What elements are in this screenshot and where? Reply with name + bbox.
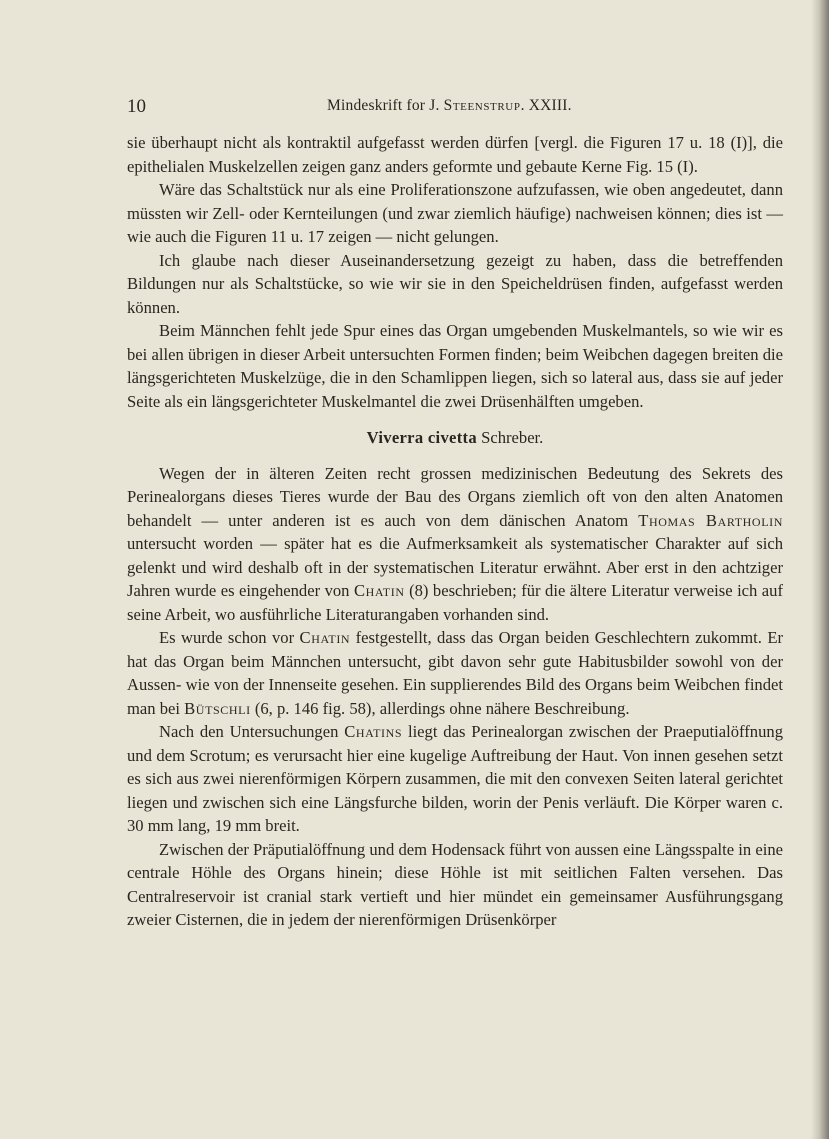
running-head-name: Steenstrup <box>443 97 521 114</box>
author-name: Chatin <box>299 628 351 647</box>
paragraph-text: festgestellt, dass das Organ beiden Geschlechtern zukommt. Er hat das Organ beim Männchen untersucht, gibt davon sehr gute Habitusbilder sowohl von der Aussen- wie von der Innenseite gesehen. Ein supplierendes Bild des Organs beim Weibchen findet man bei <box>127 628 783 718</box>
page-header <box>127 96 782 120</box>
paragraph-text: Wegen der in älteren Zeiten recht grossen medizinischen Bedeutung des Sekrets des Perinealorgans dieses Tieres wurde der Bau des Organs ziemlich oft von den alten Anatomen behandelt — unter anderen ist es auch von dem dänischen Anatom <box>127 463 783 530</box>
section-heading-author: Schreber. <box>476 428 544 447</box>
section-heading <box>127 426 783 450</box>
paragraph-text: untersucht worden — später hat es die Aufmerksamkeit als systematischer Charakter auf sich gelenkt und wird deshalb oft in der systematischen Literatur erwähnt. Aber erst in den achtziger Jahren wurde es eingehender von <box>127 534 783 600</box>
paragraph-text: liegt das Perinealorgan zwischen der Praeputialöffnung und dem Scrotum; es verursacht hier eine kugelige Auftreibung der Haut. Von innen gesehen setzt es sich aus zwei nierenförmigen Körpern zusammen, die mit den convexen Seiten lateral gerichtet liegen und zwischen sich eine Längsfurche bilden, worin der Penis verläuft. Die Körper waren c. 30 mm lang, 19 mm breit. <box>127 722 783 835</box>
paragraph-continued: sie überhaupt nicht als kontraktil aufgefasst werden dürfen [vergl. die Figuren 17 u. 18 (I)], die epithelialen Muskelzellen zeigen ganz anders geformte und gebaute Kerne Fig. 15 (I). <box>127 133 783 176</box>
section-heading-species: Viverra civetta <box>366 428 477 447</box>
author-name: Chatins <box>344 722 403 741</box>
body-text <box>127 131 783 932</box>
paragraph <box>127 626 783 720</box>
paragraph-text: Es wurde schon vor <box>159 628 300 647</box>
paragraph: Wäre das Schaltstück nur als eine Proliferationszone aufzufassen, wie oben angedeutet, dann müssten wir Zell- oder Kernteilungen (und zwar ziemlich häufige) nachweisen können; dies ist — wie auch die Figuren 11 u. 17 zeigen — nicht gelungen. <box>127 180 783 246</box>
running-head <box>327 97 572 115</box>
author-name: Bütschli <box>184 698 251 718</box>
page-edge-shadow <box>811 0 829 1139</box>
author-name: Chatin <box>353 581 405 600</box>
running-head-prefix: Mindeskrift for J. <box>327 97 444 114</box>
paragraph-text: (6, p. 146 fig. 58), allerdings ohne nähere Beschreibung. <box>250 698 630 718</box>
paragraph: Beim Männchen fehlt jede Spur eines das Organ umgebenden Muskelmantels, so wie wir es bei allen übrigen in dieser Arbeit untersuchten Formen finden; beim Weibchen dagegen breiten die längsgerichteten Muskelzüge, die in den Schamlippen liegen, sich so lateral aus, dass sie auf jeder Seite als ein längsgerichteter Muskelmantel die zwei Drüsenhälften umgeben. <box>127 321 783 411</box>
page-number: 10 <box>127 96 146 117</box>
paragraph-text: Nach den Untersuchungen <box>159 722 345 741</box>
paragraph <box>127 720 783 838</box>
author-name: Thomas Bartholin <box>638 510 783 530</box>
paragraph: Ich glaube nach dieser Auseinandersetzung gezeigt zu haben, dass die betreffenden Bildungen nur als Schaltstücke, so wie wir sie in den Speicheldrüsen finden, aufgefasst werden können. <box>127 250 783 317</box>
paragraph: Zwischen der Präputialöffnung und dem Hodensack führt von aussen eine Längsspalte in eine centrale Höhle des Organs hinein; diese Höhle ist mit seitlichen Falten versehen. Das Centralreservoir ist cranial stark vertieft und hier mündet ein gemeinsamer Ausführungsgang zweier Cisternen, die in jedem der nierenförmigen Drüsenkörper <box>127 839 783 929</box>
paragraph-text: (8) beschrieben; für die ältere Literatur verweise ich auf seine Arbeit, wo ausführliche Literaturangaben vorhanden sind. <box>127 581 783 624</box>
paragraph <box>127 462 783 627</box>
running-head-suffix: . XXIII. <box>520 97 572 114</box>
